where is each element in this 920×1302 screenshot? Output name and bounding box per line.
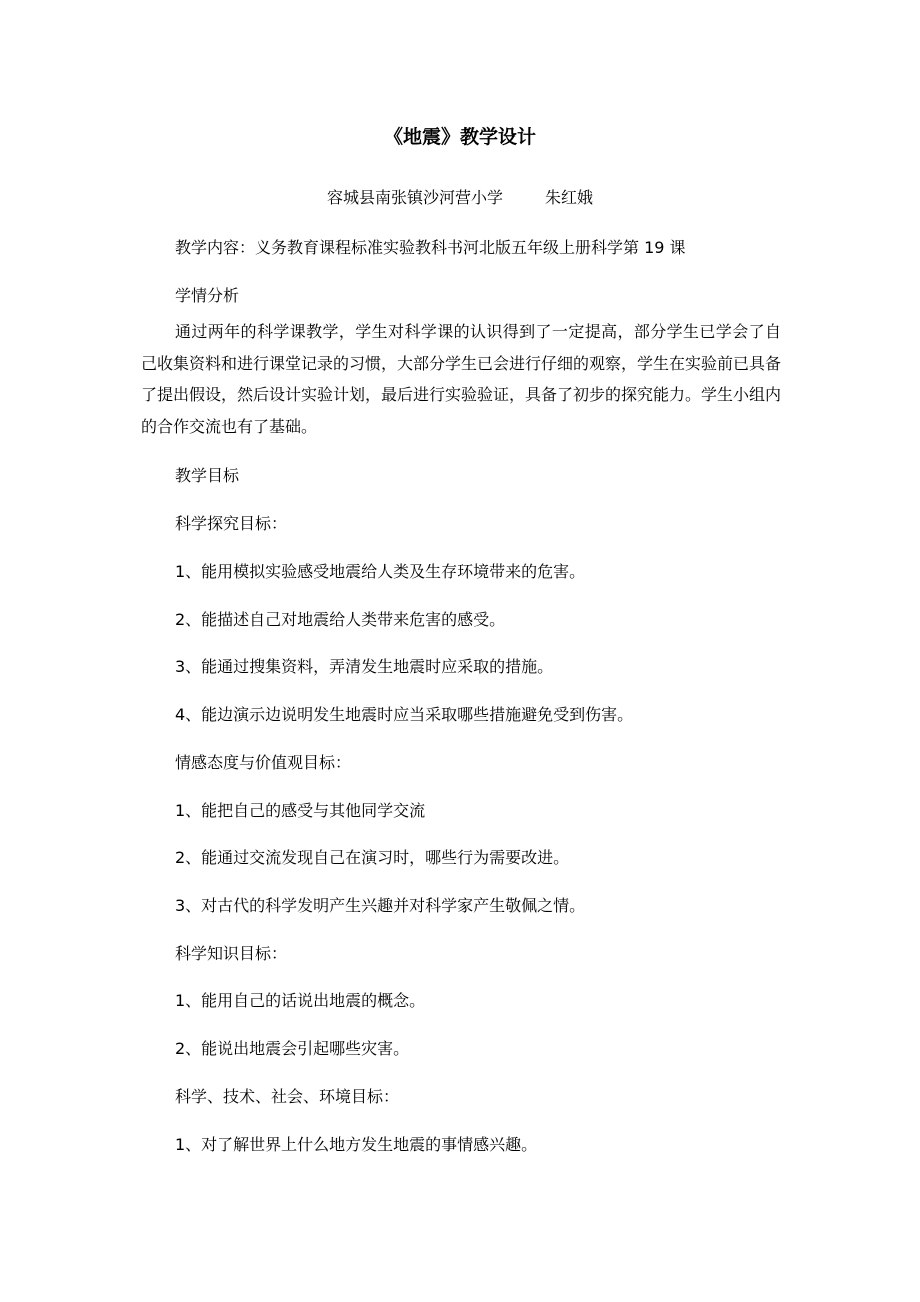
inquiry-item: 4、能边演示边说明发生地震时应当采取哪些措施避免受到伤害。 <box>175 705 634 724</box>
knowledge-item: 1、能用自己的话说出地震的概念。 <box>175 991 426 1010</box>
emotion-heading: 情感态度与价值观目标： <box>175 753 352 772</box>
inquiry-item: 3、能通过搜集资料，弄清发生地震时应采取的措施。 <box>175 657 554 676</box>
knowledge-item: 2、能说出地震会引起哪些灾害。 <box>175 1039 410 1058</box>
emotion-item: 1、能把自己的感受与其他同学交流 <box>175 801 426 820</box>
school-name: 容城县南张镇沙河营小学 <box>326 188 503 207</box>
stse-item: 1、对了解世界上什么地方发生地震的事情感兴趣。 <box>175 1135 538 1154</box>
author-line <box>0 186 920 210</box>
emotion-item: 3、对古代的科学发明产生兴趣并对科学家产生敬佩之情。 <box>175 896 586 915</box>
knowledge-heading: 科学知识目标： <box>175 944 288 963</box>
inquiry-item: 1、能用模拟实验感受地震给人类及生存环境带来的危害。 <box>175 562 586 581</box>
emotion-item: 2、能通过交流发现自己在演习时，哪些行为需要改进。 <box>175 848 570 867</box>
analysis-heading: 学情分析 <box>175 286 240 305</box>
analysis-paragraph: 通过两年的科学课教学，学生对科学课的认识得到了一定提高，部分学生已学会了自己收集资料和进行课堂记录的习惯，大部分学生已会进行仔细的观察，学生在实验前已具备了提出假设，然后设计实验计划，最后进行实验验证，具备了初步的探究能力。学生小组内的合作交流也有了基础。 <box>141 322 782 436</box>
teaching-content: 教学内容：义务教育课程标准实验教科书河北版五年级上册科学第 19 课 <box>175 238 686 257</box>
goals-heading: 教学目标 <box>175 466 240 485</box>
document-title: 《地震》教学设计 <box>383 126 536 148</box>
author-name: 朱红娥 <box>545 188 594 207</box>
inquiry-heading: 科学探究目标： <box>175 514 288 533</box>
stse-heading: 科学、技术、社会、环境目标： <box>175 1087 400 1106</box>
inquiry-item: 2、能描述自己对地震给人类带来危害的感受。 <box>175 610 506 629</box>
